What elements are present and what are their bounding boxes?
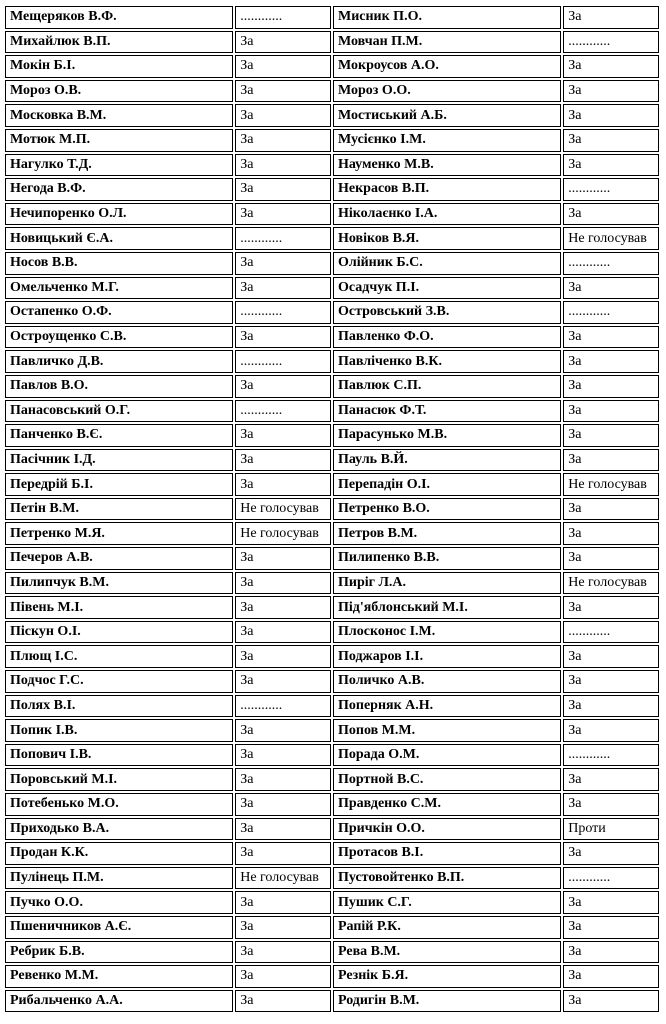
table-row bbox=[5, 719, 659, 742]
table-row bbox=[5, 965, 659, 988]
vote-result-right: За bbox=[563, 768, 659, 791]
table-row bbox=[5, 621, 659, 644]
deputy-name-left: Пулінець П.М. bbox=[5, 867, 233, 890]
deputy-name-left: Пучко О.О. bbox=[5, 891, 233, 914]
deputy-name-left: Остапенко О.Ф. bbox=[5, 301, 233, 324]
table-row bbox=[5, 104, 659, 127]
vote-result-left: За bbox=[235, 941, 331, 964]
vote-result-left: За bbox=[235, 818, 331, 841]
table-row bbox=[5, 129, 659, 152]
table-row bbox=[5, 842, 659, 865]
vote-result-right: За bbox=[563, 80, 659, 103]
vote-result-left: За bbox=[235, 670, 331, 693]
deputy-name-right: Причкін О.О. bbox=[333, 818, 561, 841]
vote-result-right: За bbox=[563, 965, 659, 988]
deputy-name-left: Нечипоренко О.Л. bbox=[5, 203, 233, 226]
deputy-name-left: Поровський М.І. bbox=[5, 768, 233, 791]
deputy-name-left: Пилипчук В.М. bbox=[5, 572, 233, 595]
deputy-name-left: Мотюк М.П. bbox=[5, 129, 233, 152]
deputy-name-left: Ревенко М.М. bbox=[5, 965, 233, 988]
deputy-name-right: Перепадін О.І. bbox=[333, 473, 561, 496]
vote-result-left: За bbox=[235, 719, 331, 742]
table-row bbox=[5, 522, 659, 545]
table-row bbox=[5, 990, 659, 1013]
table-row bbox=[5, 596, 659, 619]
deputy-name-left: Пшеничников А.Є. bbox=[5, 916, 233, 939]
vote-result-left: За bbox=[235, 277, 331, 300]
voting-results-body bbox=[5, 6, 659, 1012]
deputy-name-right: Поличко А.В. bbox=[333, 670, 561, 693]
deputy-name-right: Попов М.М. bbox=[333, 719, 561, 742]
vote-result-left: За bbox=[235, 547, 331, 570]
vote-result-left: За bbox=[235, 596, 331, 619]
deputy-name-right: Мороз О.О. bbox=[333, 80, 561, 103]
deputy-name-left: Омельченко М.Г. bbox=[5, 277, 233, 300]
deputy-name-left: Панченко В.Є. bbox=[5, 424, 233, 447]
vote-result-right: За bbox=[563, 842, 659, 865]
deputy-name-right: Плосконос І.М. bbox=[333, 621, 561, 644]
table-row bbox=[5, 941, 659, 964]
deputy-name-right: Протасов В.І. bbox=[333, 842, 561, 865]
deputy-name-right: Павліченко В.К. bbox=[333, 350, 561, 373]
vote-result-left: За bbox=[235, 916, 331, 939]
table-row bbox=[5, 326, 659, 349]
deputy-name-left: Плющ І.С. bbox=[5, 645, 233, 668]
vote-result-left: За bbox=[235, 891, 331, 914]
vote-result-left: За bbox=[235, 31, 331, 54]
deputy-name-right: Мисник П.О. bbox=[333, 6, 561, 29]
table-row bbox=[5, 277, 659, 300]
table-row bbox=[5, 227, 659, 250]
deputy-name-left: Павлов В.О. bbox=[5, 375, 233, 398]
vote-result-right: За bbox=[563, 424, 659, 447]
deputy-name-left: Московка В.М. bbox=[5, 104, 233, 127]
deputy-name-left: Петренко М.Я. bbox=[5, 522, 233, 545]
vote-result-left: За bbox=[235, 424, 331, 447]
vote-result-right: За bbox=[563, 326, 659, 349]
vote-result-right: ............ bbox=[563, 178, 659, 201]
voting-results-table bbox=[3, 4, 661, 1014]
vote-result-left: Не голосував bbox=[235, 867, 331, 890]
deputy-name-right: Пауль В.Й. bbox=[333, 449, 561, 472]
deputy-name-left: Мокін Б.І. bbox=[5, 55, 233, 78]
vote-result-right: За bbox=[563, 6, 659, 29]
deputy-name-left: Попович І.В. bbox=[5, 744, 233, 767]
vote-result-left: За bbox=[235, 793, 331, 816]
table-row bbox=[5, 744, 659, 767]
deputy-name-left: Носов В.В. bbox=[5, 252, 233, 275]
table-row bbox=[5, 80, 659, 103]
deputy-name-right: Пушик С.Г. bbox=[333, 891, 561, 914]
table-row bbox=[5, 670, 659, 693]
vote-result-left: За bbox=[235, 621, 331, 644]
vote-result-left: ............ bbox=[235, 400, 331, 423]
vote-result-right: За bbox=[563, 645, 659, 668]
vote-result-right: За bbox=[563, 891, 659, 914]
table-row bbox=[5, 375, 659, 398]
vote-result-left: За bbox=[235, 326, 331, 349]
vote-result-left: За bbox=[235, 965, 331, 988]
deputy-name-left: Панасовський О.Г. bbox=[5, 400, 233, 423]
table-row bbox=[5, 31, 659, 54]
vote-result-right: За bbox=[563, 55, 659, 78]
deputy-name-left: Півень М.І. bbox=[5, 596, 233, 619]
deputy-name-right: Пустовойтенко В.П. bbox=[333, 867, 561, 890]
vote-result-left: За bbox=[235, 80, 331, 103]
deputy-name-left: Негода В.Ф. bbox=[5, 178, 233, 201]
vote-result-left: За bbox=[235, 375, 331, 398]
vote-result-right: ............ bbox=[563, 867, 659, 890]
vote-result-left: За bbox=[235, 768, 331, 791]
deputy-name-right: Ніколаєнко І.А. bbox=[333, 203, 561, 226]
vote-result-left: За bbox=[235, 473, 331, 496]
deputy-name-right: Науменко М.В. bbox=[333, 154, 561, 177]
vote-result-right: За bbox=[563, 990, 659, 1013]
deputy-name-left: Подчос Г.С. bbox=[5, 670, 233, 693]
deputy-name-right: Осадчук П.І. bbox=[333, 277, 561, 300]
vote-result-left: За bbox=[235, 645, 331, 668]
table-row bbox=[5, 818, 659, 841]
vote-result-right: За bbox=[563, 670, 659, 693]
vote-result-right: За bbox=[563, 498, 659, 521]
deputy-name-right: Островський З.В. bbox=[333, 301, 561, 324]
vote-result-right: Не голосував bbox=[563, 572, 659, 595]
table-row bbox=[5, 449, 659, 472]
table-row bbox=[5, 203, 659, 226]
vote-result-left: За bbox=[235, 203, 331, 226]
deputy-name-left: Пасічник І.Д. bbox=[5, 449, 233, 472]
vote-result-left: За bbox=[235, 990, 331, 1013]
deputy-name-right: Мостиський А.Б. bbox=[333, 104, 561, 127]
vote-result-left: ............ bbox=[235, 227, 331, 250]
table-row bbox=[5, 572, 659, 595]
vote-result-right: ............ bbox=[563, 252, 659, 275]
vote-result-right: За bbox=[563, 277, 659, 300]
table-row bbox=[5, 154, 659, 177]
deputy-name-right: Правденко С.М. bbox=[333, 793, 561, 816]
vote-result-left: ............ bbox=[235, 301, 331, 324]
vote-result-right: За bbox=[563, 941, 659, 964]
table-row bbox=[5, 891, 659, 914]
deputy-name-right: Портной В.С. bbox=[333, 768, 561, 791]
deputy-name-right: Порада О.М. bbox=[333, 744, 561, 767]
vote-result-left: Не голосував bbox=[235, 498, 331, 521]
deputy-name-right: Павленко Ф.О. bbox=[333, 326, 561, 349]
table-row bbox=[5, 55, 659, 78]
vote-result-right: За bbox=[563, 449, 659, 472]
vote-result-right: Не голосував bbox=[563, 473, 659, 496]
table-row bbox=[5, 645, 659, 668]
table-row bbox=[5, 498, 659, 521]
deputy-name-left: Новицький Є.А. bbox=[5, 227, 233, 250]
deputy-name-right: Поперняк А.Н. bbox=[333, 695, 561, 718]
deputy-name-left: Мещеряков В.Ф. bbox=[5, 6, 233, 29]
deputy-name-left: Потебенько М.О. bbox=[5, 793, 233, 816]
vote-result-right: За bbox=[563, 154, 659, 177]
table-row bbox=[5, 547, 659, 570]
table-row bbox=[5, 6, 659, 29]
vote-result-right: За bbox=[563, 104, 659, 127]
vote-result-right: За bbox=[563, 547, 659, 570]
vote-result-left: ............ bbox=[235, 6, 331, 29]
vote-result-right: За bbox=[563, 400, 659, 423]
vote-result-left: За bbox=[235, 129, 331, 152]
deputy-name-right: Панасюк Ф.Т. bbox=[333, 400, 561, 423]
table-row bbox=[5, 867, 659, 890]
vote-result-left: ............ bbox=[235, 350, 331, 373]
deputy-name-left: Остроущенко С.В. bbox=[5, 326, 233, 349]
deputy-name-right: Резнік Б.Я. bbox=[333, 965, 561, 988]
deputy-name-right: Родигін В.М. bbox=[333, 990, 561, 1013]
deputy-name-left: Піскун О.І. bbox=[5, 621, 233, 644]
table-row bbox=[5, 301, 659, 324]
deputy-name-right: Парасунько М.В. bbox=[333, 424, 561, 447]
vote-result-right: За bbox=[563, 522, 659, 545]
table-row bbox=[5, 793, 659, 816]
deputy-name-left: Нагулко Т.Д. bbox=[5, 154, 233, 177]
deputy-name-right: Мовчан П.М. bbox=[333, 31, 561, 54]
vote-result-right: За bbox=[563, 203, 659, 226]
vote-result-right: Проти bbox=[563, 818, 659, 841]
deputy-name-right: Некрасов В.П. bbox=[333, 178, 561, 201]
table-row bbox=[5, 400, 659, 423]
vote-result-left: За bbox=[235, 154, 331, 177]
deputy-name-right: Рева В.М. bbox=[333, 941, 561, 964]
vote-result-right: За bbox=[563, 695, 659, 718]
vote-result-right: За bbox=[563, 375, 659, 398]
table-row bbox=[5, 768, 659, 791]
vote-result-right: За bbox=[563, 793, 659, 816]
vote-result-right: За bbox=[563, 350, 659, 373]
deputy-name-right: Поджаров І.І. bbox=[333, 645, 561, 668]
deputy-name-right: Новіков В.Я. bbox=[333, 227, 561, 250]
deputy-name-left: Мороз О.В. bbox=[5, 80, 233, 103]
vote-result-right: За bbox=[563, 129, 659, 152]
deputy-name-left: Попик І.В. bbox=[5, 719, 233, 742]
vote-result-right: ............ bbox=[563, 621, 659, 644]
deputy-name-left: Павличко Д.В. bbox=[5, 350, 233, 373]
deputy-name-right: Пиріг Л.А. bbox=[333, 572, 561, 595]
vote-result-right: Не голосував bbox=[563, 227, 659, 250]
deputy-name-left: Ребрик Б.В. bbox=[5, 941, 233, 964]
deputy-name-left: Приходько В.А. bbox=[5, 818, 233, 841]
vote-result-left: За bbox=[235, 449, 331, 472]
deputy-name-left: Продан К.К. bbox=[5, 842, 233, 865]
deputy-name-right: Олійник Б.С. bbox=[333, 252, 561, 275]
vote-result-left: За bbox=[235, 744, 331, 767]
deputy-name-left: Михайлюк В.П. bbox=[5, 31, 233, 54]
vote-result-left: За bbox=[235, 252, 331, 275]
deputy-name-right: Рапій Р.К. bbox=[333, 916, 561, 939]
table-row bbox=[5, 916, 659, 939]
deputy-name-left: Петін В.М. bbox=[5, 498, 233, 521]
deputy-name-left: Передрій Б.І. bbox=[5, 473, 233, 496]
vote-result-left: За bbox=[235, 104, 331, 127]
table-row bbox=[5, 695, 659, 718]
vote-result-right: ............ bbox=[563, 31, 659, 54]
vote-result-right: ............ bbox=[563, 744, 659, 767]
deputy-name-left: Полях В.І. bbox=[5, 695, 233, 718]
deputy-name-left: Рибальченко А.А. bbox=[5, 990, 233, 1013]
vote-result-right: ............ bbox=[563, 301, 659, 324]
vote-result-left: Не голосував bbox=[235, 522, 331, 545]
vote-result-right: За bbox=[563, 596, 659, 619]
table-row bbox=[5, 350, 659, 373]
table-row bbox=[5, 473, 659, 496]
deputy-name-right: Під'яблонський М.І. bbox=[333, 596, 561, 619]
vote-result-left: ............ bbox=[235, 695, 331, 718]
vote-result-left: За bbox=[235, 55, 331, 78]
deputy-name-right: Павлюк С.П. bbox=[333, 375, 561, 398]
vote-result-left: За bbox=[235, 572, 331, 595]
deputy-name-right: Петренко В.О. bbox=[333, 498, 561, 521]
deputy-name-right: Мусієнко І.М. bbox=[333, 129, 561, 152]
vote-result-right: За bbox=[563, 719, 659, 742]
table-row bbox=[5, 252, 659, 275]
deputy-name-right: Петров В.М. bbox=[333, 522, 561, 545]
deputy-name-right: Мокроусов А.О. bbox=[333, 55, 561, 78]
deputy-name-right: Пилипенко В.В. bbox=[333, 547, 561, 570]
vote-result-right: За bbox=[563, 916, 659, 939]
table-row bbox=[5, 178, 659, 201]
vote-result-left: За bbox=[235, 178, 331, 201]
vote-result-left: За bbox=[235, 842, 331, 865]
table-row bbox=[5, 424, 659, 447]
deputy-name-left: Печеров А.В. bbox=[5, 547, 233, 570]
